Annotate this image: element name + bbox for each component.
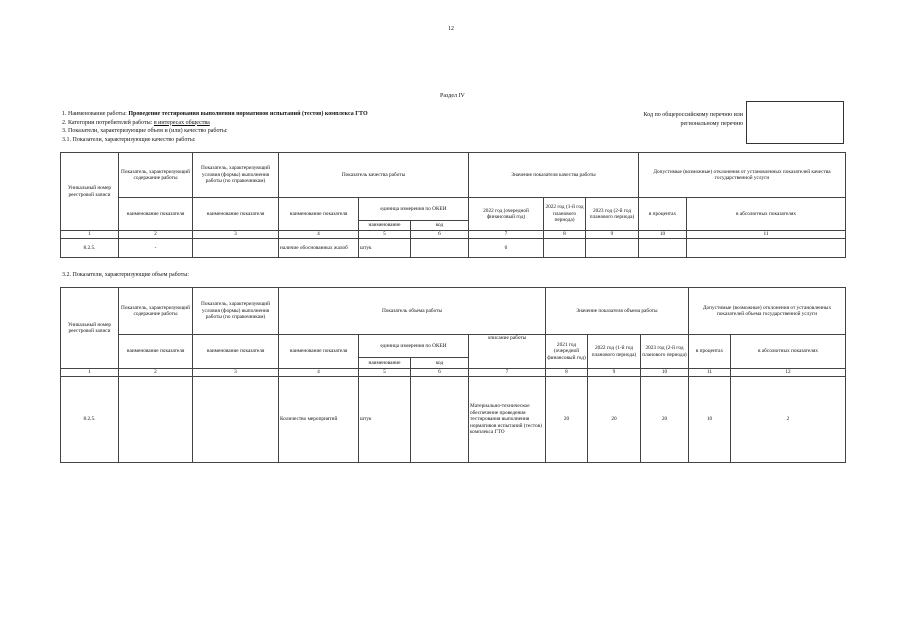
row-number: 8.2.5. <box>61 377 119 463</box>
col-okei-name: наименование <box>359 221 411 231</box>
column-numbers-row: 1 2 3 4 5 6 7 8 9 10 11 12 <box>61 369 846 377</box>
col-percent: в процентах <box>639 198 687 231</box>
row-year-1: 20 <box>546 377 588 463</box>
col-indicator-name: наименование показателя <box>279 335 359 369</box>
col-condition: Показатель, характеризующий условия (формы) выполнения работы (по справочникам) <box>193 288 279 335</box>
page-number: 12 <box>448 26 454 32</box>
row-value: 0 <box>469 239 544 258</box>
quality-table <box>60 152 846 258</box>
col-volume-indicator: Показатель объема работы <box>279 288 546 335</box>
col-year-1: 2021 год (очередной финансовый год) <box>546 335 588 369</box>
col-percent: в процентах <box>689 335 731 369</box>
row-absolute: 2 <box>731 377 846 463</box>
table-row <box>61 239 846 258</box>
row-year-3: 20 <box>641 377 689 463</box>
work-meta <box>62 110 368 144</box>
col-description: описание работы <box>469 335 546 369</box>
col-quality-value: Значение показателя качества работы <box>469 153 639 198</box>
col-deviation: Допустимые (возможные) отклонения от установленных показателей объема государственной услуги <box>689 288 846 335</box>
row-unit: штук <box>359 239 411 258</box>
row-content: - <box>119 239 193 258</box>
col-year-2: 2022 год (1-й год планового периода) <box>544 198 586 231</box>
col-condition-name: наименование показателя <box>193 198 279 231</box>
col-condition-name: наименование показателя <box>193 335 279 369</box>
col-year-3: 2023 год (2-й год планового периода) <box>586 198 639 231</box>
col-unique-number: Уникальный номер реестровой записи <box>61 288 119 369</box>
table-row <box>61 377 846 463</box>
col-okei-code: код <box>411 221 469 231</box>
col-absolute: в абсолютных показателях <box>731 335 846 369</box>
col-volume-value: Значение показателя объема работы <box>546 288 689 335</box>
volume-table <box>60 287 846 463</box>
row-description: Материально-техническое обеспечение проведения тестирования выполнения нормативов испытаний (тестов) комплекса ГТО <box>469 377 546 463</box>
col-unique-number: Уникальный номер реестровой записи <box>61 153 119 231</box>
section-title: Раздел IV <box>440 93 465 99</box>
row-indicator: наличие обоснованных жалоб <box>279 239 359 258</box>
col-year-1: 2022 год (очередной финансовый год) <box>469 198 544 231</box>
volume-subtitle: 3.2. Показатели, характеризующие объем работы: <box>62 272 189 278</box>
col-year-3: 2023 год (2-й год планового периода) <box>641 335 689 369</box>
code-label: Код по общероссийскому перечню или региональному перечню <box>643 112 743 127</box>
row-percent: 10 <box>689 377 731 463</box>
col-content-name: наименование показателя <box>119 198 193 231</box>
row-indicator: Количество мероприятий <box>279 377 359 463</box>
code-box[interactable] <box>746 101 844 144</box>
row-unit: штук <box>359 377 411 463</box>
row-number: 8.2.5. <box>61 239 119 258</box>
col-content: Показатель, характеризующий содержание работы <box>119 288 193 335</box>
column-numbers-row: 1 2 3 4 5 6 7 8 9 10 11 <box>61 231 846 239</box>
quality-subtitle: 3.1. Показатели, характеризующие качество работы: <box>62 136 196 143</box>
col-content-name: наименование показателя <box>119 335 193 369</box>
col-deviation: Допустимые (возможные) отклонения от установленных показателей качества государственной услуги <box>639 153 846 198</box>
consumer-category: в интересах общества <box>153 119 210 126</box>
col-absolute: в абсолютных показателях <box>687 198 846 231</box>
col-indicator-name: наименование показателя <box>279 198 359 231</box>
col-okei: единица измерения по ОКЕИ <box>359 198 469 221</box>
col-okei-name: наименование <box>359 358 411 369</box>
work-name-line: 1. Наименование работы: Проведение тестирования выполнения нормативов испытаний (тестов) комплекса ГТО <box>62 111 368 117</box>
col-quality-indicator: Показатель качества работы <box>279 153 469 198</box>
indicators-line: 3. Показатели, характеризующие объем и (или) качество работы: <box>62 128 228 135</box>
work-name: Проведение тестирования выполнения нормативов испытаний (тестов) комплекса ГТО <box>128 111 368 117</box>
col-okei: единица измерения по ОКЕИ <box>359 335 469 358</box>
row-year-2: 20 <box>588 377 641 463</box>
col-content: Показатель, характеризующий содержание работы <box>119 153 193 198</box>
col-condition: Показатель, характеризующий условия (формы) выполнения работы (по справочникам) <box>193 153 279 198</box>
consumer-category-line: 2. Категории потребителей работы: в интересах общества <box>62 119 210 126</box>
col-okei-code: код <box>411 358 469 369</box>
col-year-2: 2022 год (1-й год планового периода) <box>588 335 641 369</box>
